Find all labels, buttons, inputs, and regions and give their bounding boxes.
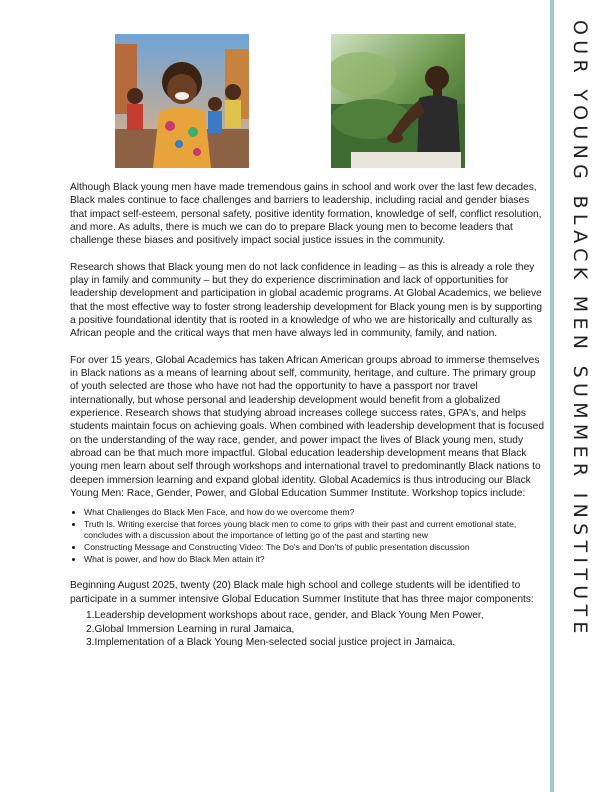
article-body <box>70 181 544 649</box>
history-paragraph: For over 15 years, Global Academics has taken African American groups abroad to immerse themselves in Black nations as a means of learning about self, community, heritage, and culture. The primary group of youth selected are those who have not had the opportunity to have a passport nor travel internationally, but whose personal and leadership development would benefit from a globalized experience. Research shows that studying abroad increases college success rates, GPA's, and helps students maintain focus on achieving goals. When combined with leadership development that is focused on the understanding of the way race, gender, and power impact the lives of Black young men, study abroad can be that much more impactful. Global education leadership development means that Black young men learn about self through workshops and international travel to predominantly Black nations to deepen immersion learning and expand global identity. Global Academics is thus introducing our Black Young Men: Race, Gender, Power, and Global Education Summer Institute. Workshop topics include: <box>70 354 544 499</box>
list-item: 1.Leadership development workshops about race, gender, and Black Young Men Power, <box>86 610 484 622</box>
workshop-topics-list <box>70 507 544 565</box>
list-item: 3.Implementation of a Black Young Men-selected social justice project in Jamaica. <box>86 636 456 648</box>
list-item: • What is power, and how do Black Men attain it? <box>84 554 544 565</box>
list-item: 2.Global Immersion Learning in rural Jamaica, <box>86 623 295 635</box>
list-item: • What Challenges do Black Men Face, and how do we overcome them? <box>84 507 544 518</box>
intro-paragraph: Although Black young men have made tremendous gains in school and work over the last few decades, Black males continue to face challenges and barriers to leadership, including racial and gender biases that impact self-esteem, personal safety, positive identity formation, knowledge of self, conflict resolution, and more. As adults, there is much we can do to prepare Black young men to become leaders that challenge these biases and positively impact social justice issues in the community. <box>70 182 542 247</box>
research-paragraph: Research shows that Black young men do not lack confidence in leading – as this is already a role they play in family and community – but they do experience discrimination and lack of opportunities for leadership development and participation in global academic programs. At Global Academics, we believe that the most effective way to foster strong leadership development for Black young men is by supporting a positive foundational identity that is rooted in a knowledge of who we are historically and culturally as African people and the critical ways that men have always led in community, family, and nation. <box>70 261 543 340</box>
closing-paragraph: Beginning August 2025, twenty (20) Black male high school and college students will be identified to participate in a summer intensive Global Education Summer Institute that has three major components: <box>70 580 534 605</box>
sidebar-accent-line <box>550 0 554 792</box>
list-item: • Truth Is. Writing exercise that forces young black men to come to grips with their past and current emotional state, concludes with a discussion about the importance of letting go of the past and starting new <box>84 519 544 541</box>
photo-man-meditating <box>331 34 465 168</box>
side-title: OUR YOUNG BLACK MEN SUMMER INSTITUTE <box>569 20 591 639</box>
components-list <box>70 609 544 649</box>
photo-children-running <box>115 34 249 168</box>
list-item: • Constructing Message and Constructing Video: The Do's and Don'ts of public presentation discussion <box>84 542 544 553</box>
